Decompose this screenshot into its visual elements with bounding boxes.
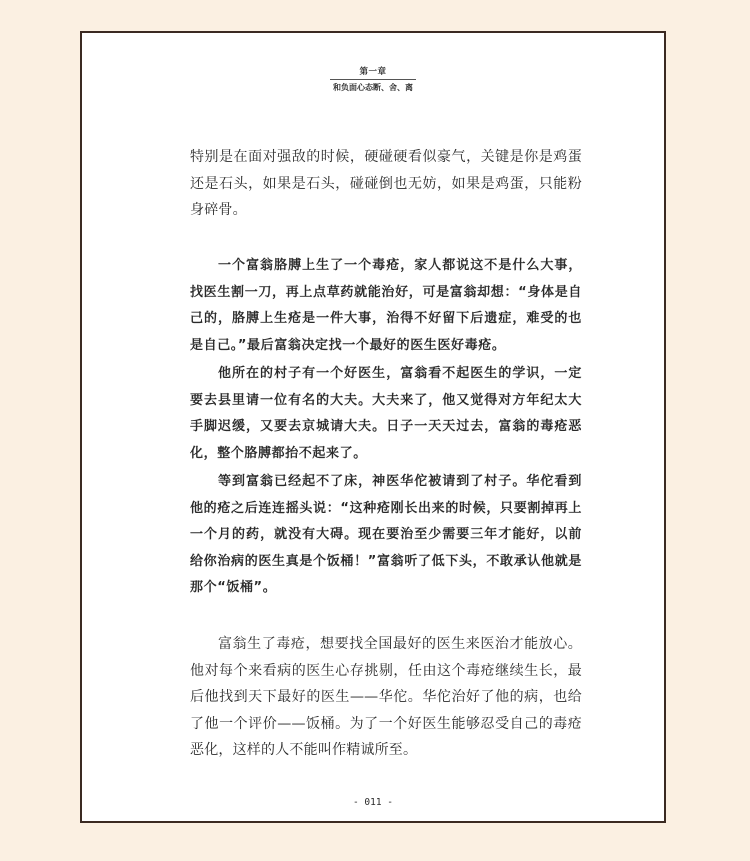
story-paragraph-3: 等到富翁已经起不了床，神医华佗被请到了村子。华佗看到他的疮之后连连摇头说：“这种疮刚长出来的时候，只要割掉再上一个月的药，就没有大碍。现在要治至少需要三年才能好，以前给你治病的医生真是个饭桶！”富翁听了低下头，不敢承认他就是那个“饭桶”。 xyxy=(190,474,582,595)
page-number: - 011 - xyxy=(352,797,394,808)
running-header xyxy=(82,66,664,93)
chapter-title: 和负面心态断、舍、离 xyxy=(333,82,413,92)
story-paragraph-2: 他所在的村子有一个好医生，富翁看不起医生的学识，一定要去县里请一位有名的大夫。大夫来了，他又觉得对方年纪太大手脚迟缓，又要去京城请大夫。日子一天天过去，富翁的毒疮恶化，整个胳膊都抬不起来了。 xyxy=(190,366,582,461)
header-divider xyxy=(330,79,416,80)
commentary-paragraph: 富翁生了毒疮，想要找全国最好的医生来医治才能放心。他对每个来看病的医生心存挑剔，任由这个毒疮继续生长，最后他找到天下最好的医生——华佗。华佗治好了他的病，也给了他一个评价——饭桶。为了一个好医生能够忍受自己的毒疮恶化，这样的人不能叫作精诚所至。 xyxy=(190,636,582,758)
book-page xyxy=(80,31,666,823)
story-paragraph-1: 一个富翁胳膊上生了一个毒疮，家人都说这不是什么大事，找医生割一刀，再上点草药就能治好，可是富翁却想：“身体是自己的，胳膊上生疮是一件大事，治得不好留下后遗症，难受的也是自己。”最后富翁决定找一个最好的医生医好毒疮。 xyxy=(190,258,582,353)
intro-paragraph: 特别是在面对强敌的时候，硬碰硬看似豪气，关键是你是鸡蛋还是石头，如果是石头，碰碰倒也无妨，如果是鸡蛋，只能粉身碎骨。 xyxy=(190,149,582,218)
chapter-number: 第一章 xyxy=(359,67,387,77)
